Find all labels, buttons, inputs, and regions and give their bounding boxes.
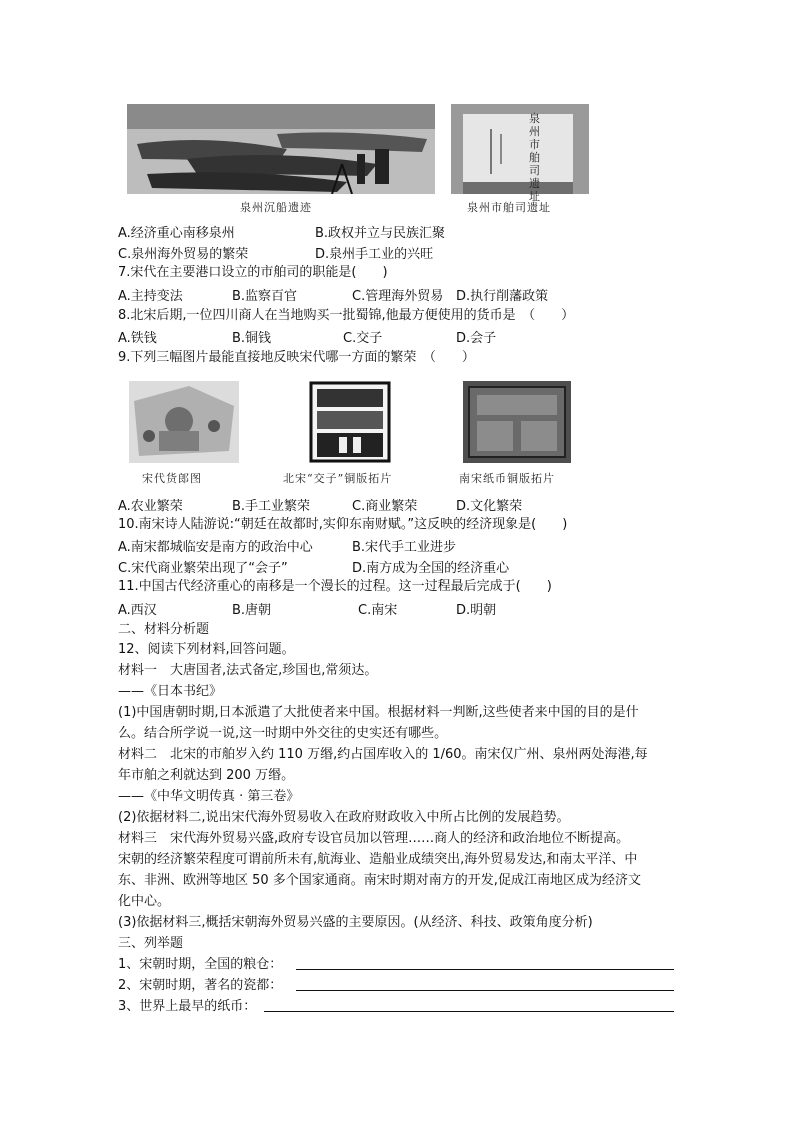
stele-caption: 泉州市舶司遗址: [467, 201, 551, 214]
q9-option-c: C.商业繁荣: [352, 499, 418, 514]
q7-option-d: D.执行削藩政策: [456, 289, 549, 304]
q9-option-d: D.文化繁荣: [456, 499, 523, 514]
list-item-1: [118, 955, 282, 974]
q6-option-d: D.泉州手工业的兴旺: [315, 247, 434, 262]
quanzhou-shiboshi-stele-photo: [451, 104, 589, 194]
q12-part1-line1: (1)中国唐朝时期,日本派遣了大批使者来中国。根据材料一判断,这些使者来中国的目的是什: [118, 705, 639, 720]
q11-stem: 11.中国古代经济重心的南移是一个漫长的过程。这一过程最后完成于( ): [118, 579, 552, 594]
q11-option-a: A.西汉: [118, 603, 157, 618]
quanzhou-shipwreck-photo: [127, 104, 435, 194]
jiaozi-caption: 北宋“交子”铜版拓片: [283, 472, 393, 485]
q7-option-a: A.主持变法: [118, 289, 183, 304]
q11-option-d: D.明朝: [456, 603, 497, 618]
list-item-3: [118, 997, 256, 1016]
material3-line1: 材料三 宋代海外贸易兴盛,政府专设官员加以管理……商人的经济和政治地位不断提高。: [118, 831, 630, 846]
q6-option-a: A.经济重心南移泉州: [118, 226, 235, 241]
q11-option-b: B.唐朝: [232, 603, 272, 618]
list-item-2-label: 2、宋朝时期，著名的瓷都：: [118, 978, 283, 993]
q10-option-c: C.宋代商业繁荣出现了“会子”: [118, 561, 288, 576]
material2-line1: 材料二 北宋的市舶岁入约 110 万缗,约占国库收入的 1/60。南宋仅广州、泉州两处海港,每: [118, 747, 648, 762]
shipwreck-caption: 泉州沉船遗迹: [240, 201, 312, 214]
q11-option-c: C.南宋: [358, 603, 398, 618]
q12-stem: 12、阅读下列材料,回答问题。: [118, 642, 295, 657]
material3-line3: 东、非洲、欧洲等地区 50 多个国家通商。南宋时期对南方的开发,促成江南地区成为经济文: [118, 873, 641, 888]
section2-title: 二、材料分析题: [118, 622, 210, 637]
q10-stem: 10.南宋诗人陆游说:“朝廷在故都时,实仰东南财赋。”这反映的经济现象是( ): [118, 517, 568, 532]
q6-option-b: B.政权并立与民族汇聚: [315, 226, 446, 241]
paper-money-caption: 南宋纸币铜版拓片: [459, 472, 555, 485]
q10-option-b: B.宋代手工业进步: [352, 540, 457, 555]
peddler-painting-illustration: [129, 381, 239, 463]
material2-line2: 年市舶之利就达到 200 万缗。: [118, 768, 295, 783]
list-item-2: [118, 976, 282, 995]
q7-stem: 7.宋代在主要港口设立的市舶司的职能是( ): [118, 265, 388, 280]
shipwreck-photo-illustration: [127, 104, 435, 194]
q10-option-a: A.南宋都城临安是南方的政治中心: [118, 540, 313, 555]
paper-money-rubbing-illustration: [463, 381, 571, 463]
q12-part1-line2: 么。结合所学说一说,这一时期中外交往的史实还有哪些。: [118, 726, 448, 741]
q12-part3: (3)依据材料三,概括宋朝海外贸易兴盛的主要原因。(从经济、科技、政策角度分析): [118, 915, 593, 930]
q6-option-c: C.泉州海外贸易的繁荣: [118, 247, 249, 262]
jiaozi-plate-rubbing: [309, 381, 391, 463]
q8-stem: 8.北宋后期,一位四川商人在当地购买一批蜀锦,他最方便使用的货币是 （ ）: [118, 308, 575, 323]
q7-option-b: B.监察百官: [232, 289, 298, 304]
q12-part2: (2)依据材料二,说出宋代海外贸易收入在政府财政收入中所占比例的发展趋势。: [118, 810, 570, 825]
q8-option-a: A.铁钱: [118, 331, 157, 346]
jiaozi-rubbing-illustration: [309, 381, 391, 463]
q8-option-d: D.会子: [456, 331, 497, 346]
peddler-caption: 宋代货郎图: [142, 472, 202, 485]
stele-photo-illustration: [451, 104, 589, 194]
material1-source: ——《日本书纪》: [118, 684, 223, 699]
material1: 材料一 大唐国者,法式备定,珍国也,常须达。: [118, 663, 378, 678]
material3-line2: 宋朝的经济繁荣程度可谓前所未有,航海业、造船业成绩突出,海外贸易发达,和南太平洋、中: [118, 852, 638, 867]
song-peddler-painting: [129, 381, 239, 463]
q7-option-c: C.管理海外贸易: [352, 289, 444, 304]
q8-option-b: B.铜钱: [232, 331, 272, 346]
material2-source: ——《中华文明传真 · 第三卷》: [118, 789, 300, 804]
answer-blank-2[interactable]: [296, 976, 674, 991]
q9-stem: 9.下列三幅图片最能直接地反映宋代哪一方面的繁荣 （ ）: [118, 350, 475, 365]
q8-option-c: C.交子: [343, 331, 383, 346]
q10-option-d: D.南方成为全国的经济重心: [352, 561, 510, 576]
section3-title: 三、列举题: [118, 936, 184, 951]
stele-inscription: 泉州市舶司遗址: [529, 112, 540, 203]
list-item-1-label: 1、宋朝时期，全国的粮仓：: [118, 957, 283, 972]
southern-song-paper-money-rubbing: [463, 381, 571, 463]
q9-option-a: A.农业繁荣: [118, 499, 183, 514]
answer-blank-3[interactable]: [264, 997, 674, 1012]
list-item-3-label: 3、世界上最早的纸币：: [118, 999, 257, 1014]
q9-option-b: B.手工业繁荣: [232, 499, 311, 514]
material3-line4: 化中心。: [118, 894, 171, 909]
answer-blank-1[interactable]: [296, 955, 674, 970]
